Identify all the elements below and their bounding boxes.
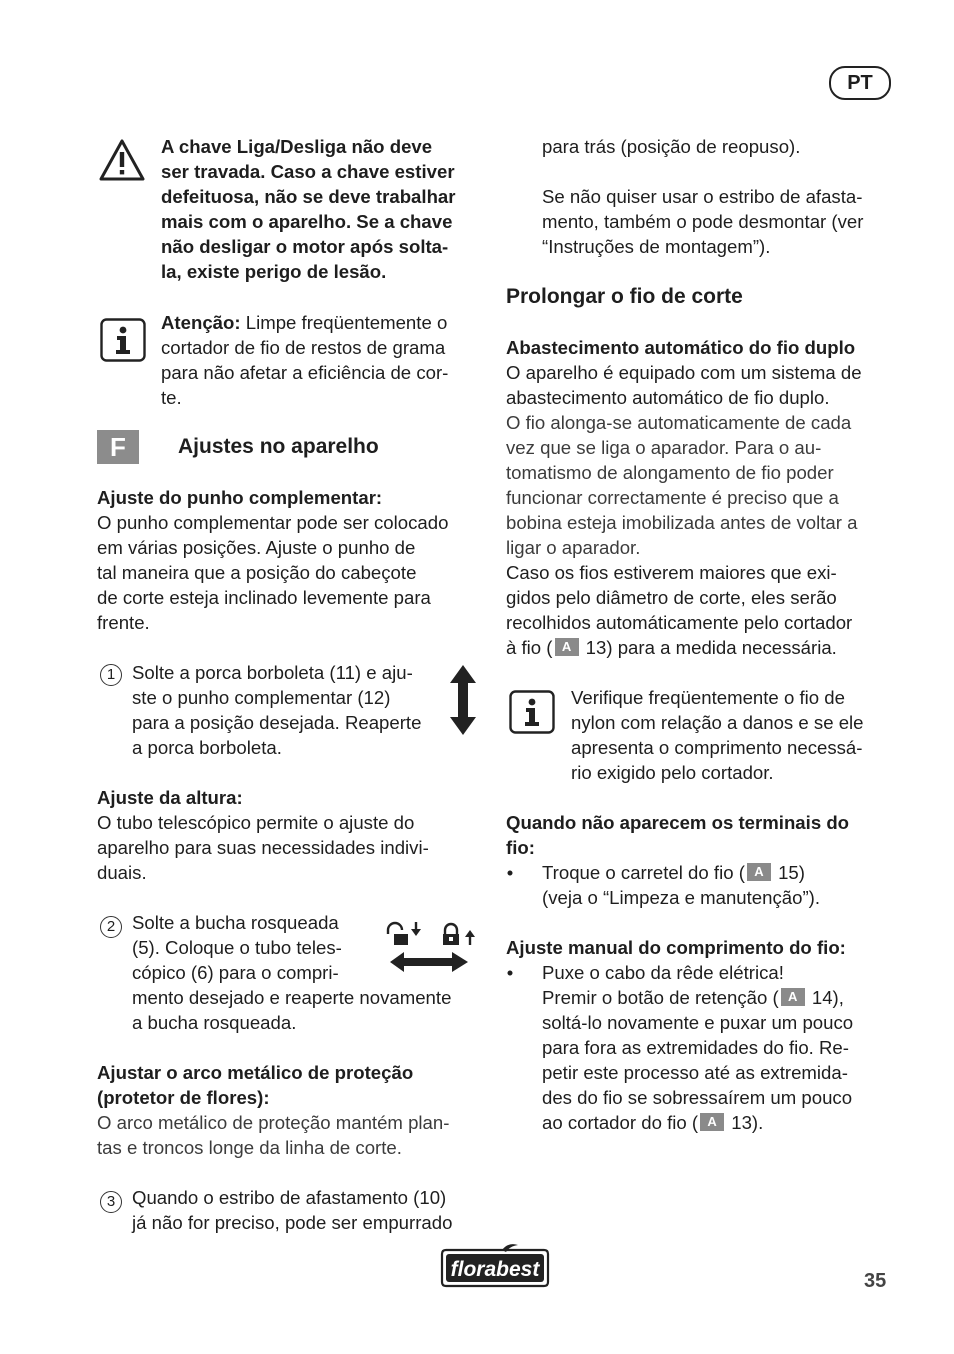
step-2-text: Solte a bucha rosqueada (5). Coloque o tubo teles- cópico (6) para o compri- mento desejado e reaperte novamente a bucha rosqueada. — [132, 912, 452, 1033]
attention-label: Atenção: — [161, 312, 241, 333]
step-number-3: 3 — [100, 1191, 122, 1213]
figure-a-badge: A — [555, 638, 579, 656]
vertical-double-arrow-icon — [449, 664, 477, 741]
punho-title: Ajuste do punho complementar: — [97, 487, 383, 508]
step-number-2: 2 — [100, 916, 122, 938]
manual-adjust-title: Ajuste manual do comprimento do fio: — [506, 937, 846, 958]
auto-feed-block: Abastecimento automático do fio duplo O aparelho é equipado com um sistema de abastecimento automático de fio duplo. O fio alonga-se automaticamente de cada vez que se liga o aparador. Para o au- tomatismo de alongamento de fio poder funcionar correctamente é preciso que a bobina esteja imobilizada antes de voltar a ligar o aparador. Caso os fios estiverem maiores que exi- gidos pelo diâmetro de corte, eles serão recolhidos automáticamente pelo cortador à fio ( A 13) para a medida necessária. — [506, 337, 862, 658]
section-title: Ajustes no aparelho — [178, 435, 379, 458]
info-icon — [509, 690, 555, 739]
attention-note: Atenção: Limpe freqüentemente o cortador de fio de restos de grama para não afetar a eficiência de cor- te. — [161, 312, 449, 408]
bullet: • — [506, 862, 514, 883]
info-icon — [100, 318, 146, 367]
nylon-check-note: Verifique freqüentemente o fio de nylon com relação a danos e se ele apresenta o comprimento necessá- rio exigido pelo cortador. — [571, 687, 864, 783]
step-1-text: Solte a porca borboleta (11) e aju- ste o punho complementar (12) para a posição desejada. Reaperte a porca borboleta. — [132, 662, 422, 758]
warning-text: A chave Liga/Desliga não deve ser travada. Caso a chave estiver defeituosa, não se deve trabalhar mais com o aparelho. Se a chave não desligar o motor após solta- la, existe perigo de lesão. — [161, 136, 456, 282]
manual-adjust-list-item: Puxe o cabo da rêde elétrica! Premir o botão de retenção ( A 14), soltá-lo novamente e puxar um pouco para fora as extremidades do fio. Re- petir este processo até as extremida- des do fio se sobressaírem um pouco ao cortador do fio ( A 13). — [542, 962, 854, 1133]
prolongar-heading: Prolongar o fio de corte — [506, 285, 743, 308]
step-number-1: 1 — [100, 664, 122, 686]
language-badge: PT — [829, 66, 891, 100]
terminais-title: Quando não aparecem os terminais do — [506, 812, 850, 833]
altura-title: Ajuste da altura: — [97, 787, 243, 808]
florabest-logo — [438, 1244, 552, 1295]
auto-feed-title: Abastecimento automático do fio duplo — [506, 337, 856, 358]
continued-text: para trás (posição de reopuso). — [542, 136, 801, 157]
terminais-block: Quando não aparecem os terminais do fio: — [506, 812, 850, 858]
estribo-text: Se não quiser usar o estribo de afasta- mento, também o pode desmontar (ver “Instruções de montagem”). — [542, 186, 864, 257]
figure-a-badge: A — [747, 863, 771, 881]
svg-text:florabest: florabest — [450, 1258, 540, 1281]
page-number: 35 — [864, 1270, 887, 1292]
arco-block: Ajustar o arco metálico de proteção (protetor de flores): O arco metálico de proteção mantém plan- tas e troncos longe da linha de corte. — [97, 1062, 450, 1158]
bullet: • — [506, 962, 514, 983]
terminais-list-item: Troque o carretel do fio ( A 15) (veja o “Limpeza e manutenção”). — [542, 862, 821, 908]
altura-block: Ajuste da altura: O tubo telescópico permite o ajuste do aparelho para suas necessidades indivi- duais. — [97, 787, 429, 883]
arco-title: Ajustar o arco metálico de proteção — [97, 1062, 414, 1083]
step-3-text: Quando o estribo de afastamento (10) já não for preciso, pode ser empurrado — [132, 1187, 453, 1233]
figure-a-badge: A — [781, 988, 805, 1006]
lock-unlock-horizontal-arrow-icon — [384, 920, 478, 981]
section-letter-badge: F — [97, 430, 139, 464]
punho-block: Ajuste do punho complementar: O punho complementar pode ser colocado em várias posições. Ajuste o punho de tal maneira que a posição do cabeçote de corte esteja inclinado levemente para frente. — [97, 487, 449, 633]
figure-a-badge: A — [700, 1113, 724, 1131]
warning-icon — [98, 138, 146, 187]
